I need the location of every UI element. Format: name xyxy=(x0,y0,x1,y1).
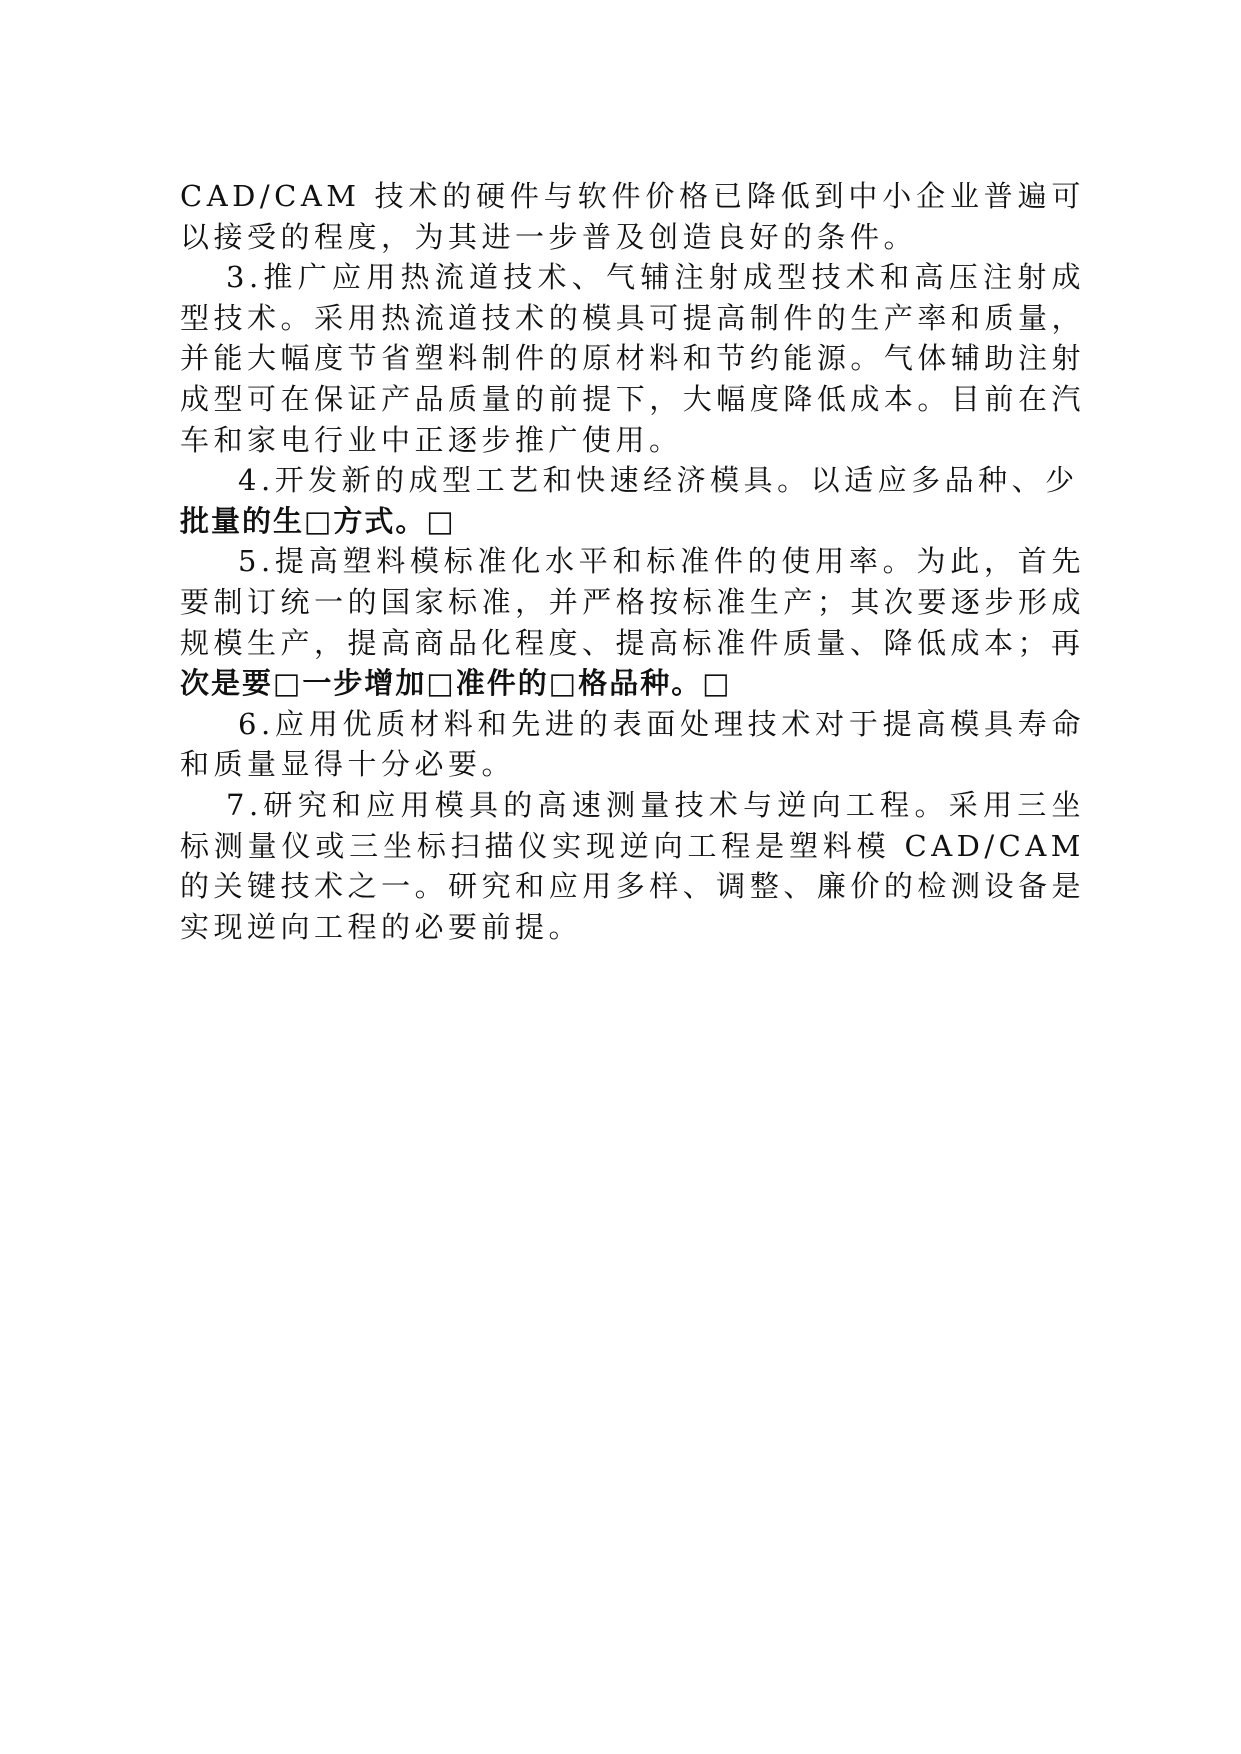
paragraph-item-7: 7.研究和应用模具的高速测量技术与逆向工程。采用三坐标测量仪或三坐标扫描仪实现逆向工程是塑料模 CAD/CAM 的关键技术之一。研究和应用多样、调整、廉价的检测设备是实现逆向工程的必要前提。 xyxy=(180,787,1085,944)
paragraph-item-6: 6.应用优质材料和先进的表面处理技术对于提高模具寿命和质量显得十分必要。 xyxy=(180,706,1085,782)
paragraph-item-5-bold-tail: 次是要□一步增加□准件的□格品种。□ xyxy=(180,666,732,701)
paragraph-cadcam-intro: CAD/CAM 技术的硬件与软件价格已降低到中小企业普遍可以接受的程度，为其进一步普及创造良好的条件。 xyxy=(180,179,1085,254)
paragraph-item-4 xyxy=(180,460,1085,541)
document-page xyxy=(180,176,1085,947)
paragraph-item-5-text: 5.提高塑料模标准化水平和标准件的使用率。为此，首先要制订统一的国家标准，并严格按标准生产；其次要逐步形成规模生产，提高商品化程度、提高标准件质量、降低成本；再 xyxy=(180,544,1085,660)
paragraph-item-4-bold-tail: 批量的生□方式。□ xyxy=(180,503,456,538)
paragraph-item-5 xyxy=(180,541,1085,703)
paragraph-item-4-text: 4.开发新的成型工艺和快速经济模具。以适应多品种、少 xyxy=(238,463,1079,498)
paragraph-item-3: 3.推广应用热流道技术、气辅注射成型技术和高压注射成型技术。采用热流道技术的模具可提高制件的生产率和质量，并能大幅度节省塑料制件的原材料和节约能源。气体辅助注射成型可在保证产品质量的前提下，大幅度降低成本。目前在汽车和家电行业中正逐步推广使用。 xyxy=(180,260,1085,457)
